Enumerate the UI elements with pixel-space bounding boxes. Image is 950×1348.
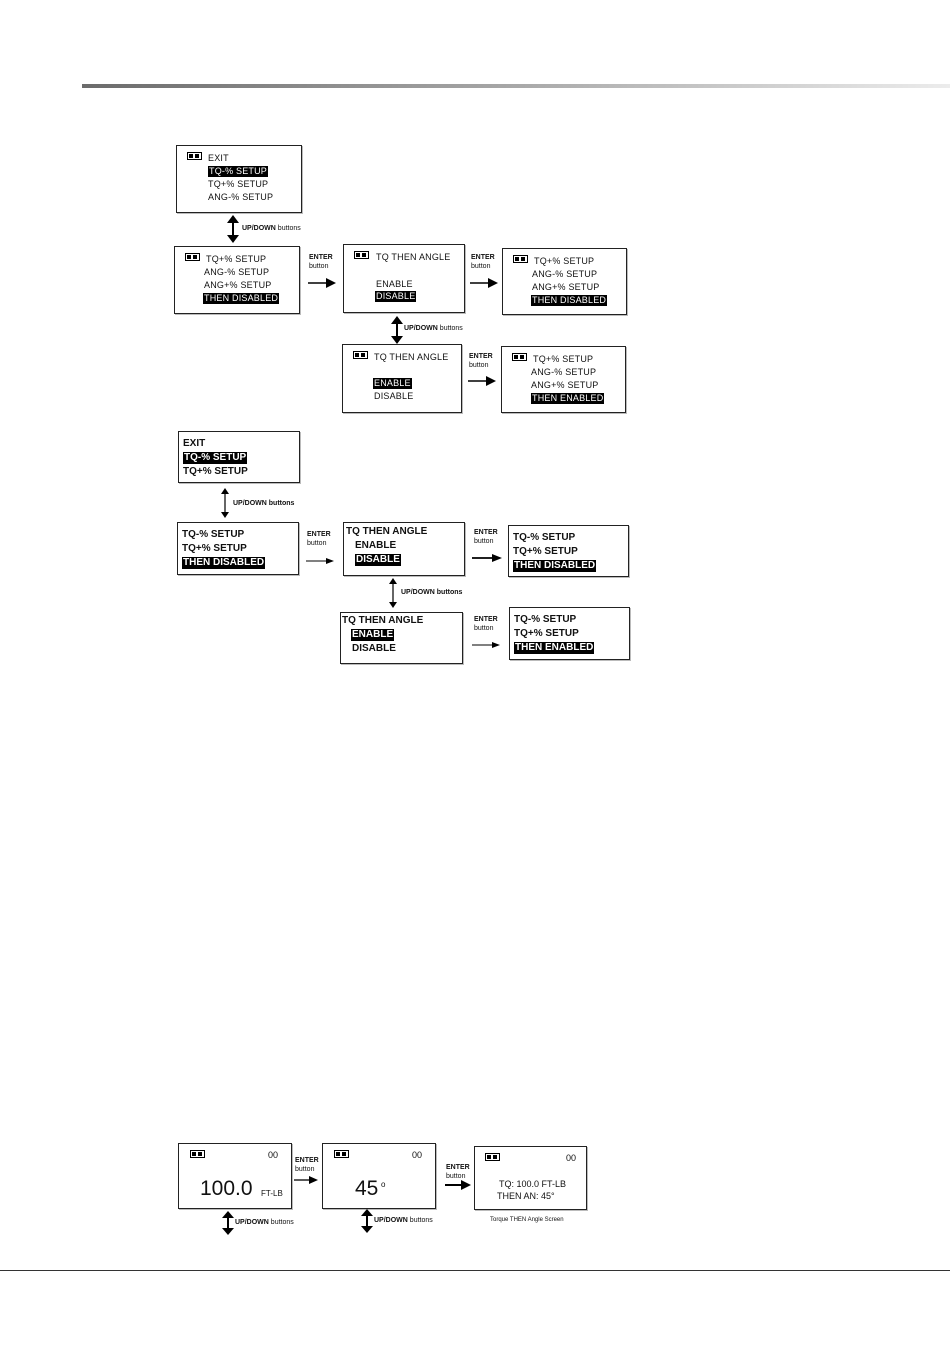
- s2-enter-label-3: ENTER button: [474, 616, 498, 632]
- menu-item-ang-plus: ANG+% SETUP: [532, 282, 600, 292]
- battery-icon: [334, 1150, 349, 1158]
- s2-right-arrow-icon-1: [306, 557, 334, 565]
- s3-enter-label-1: ENTER button: [295, 1157, 319, 1173]
- s3-torque-screen: [178, 1143, 292, 1209]
- s2-menu-result-then-disabled: [508, 525, 629, 577]
- option-enable: ENABLE: [355, 540, 397, 551]
- menu-item-tq-plus: TQ+% SETUP: [513, 546, 578, 557]
- s1-tq-then-angle-disable: [343, 244, 465, 313]
- menu-item-tq-minus: TQ-% SETUP: [182, 529, 245, 540]
- menu-item-ang-minus: ANG-% SETUP: [532, 269, 598, 279]
- battery-icon: [187, 152, 202, 160]
- menu-item-exit: EXIT: [208, 153, 229, 163]
- s1-menu-screen-then-disabled: [174, 246, 300, 314]
- menu-item-ang-minus: ANG-% SETUP: [204, 267, 270, 277]
- torque-value: 100.0: [200, 1177, 253, 1200]
- s1-right-arrow-icon-2: [470, 278, 498, 288]
- counter: 00: [268, 1150, 279, 1160]
- battery-icon: [190, 1150, 205, 1158]
- battery-icon: [513, 255, 528, 263]
- s1-right-arrow-icon-1: [308, 278, 336, 288]
- s3-updown-arrow-icon-2: [361, 1209, 373, 1233]
- menu-item-tq-plus: TQ+% SETUP: [533, 354, 594, 364]
- s2-menu-result-then-enabled: [509, 607, 630, 660]
- s1-enter-label-3: ENTER button: [469, 353, 493, 369]
- screen-title: TQ THEN ANGLE: [374, 352, 449, 362]
- battery-icon: [512, 353, 527, 361]
- s1-enter-label-2: ENTER button: [471, 254, 495, 270]
- angle-line: THEN AN: 45°: [497, 1191, 555, 1201]
- s1-menu-result-then-enabled: [501, 346, 626, 413]
- s1-updown-arrow-icon: [226, 215, 240, 243]
- option-enable-selected: ENABLE: [374, 378, 411, 388]
- s3-right-arrow-icon-1: [294, 1176, 318, 1184]
- header-gradient-rule: [82, 84, 950, 88]
- s3-updown-label-2: UP/DOWN buttons: [374, 1217, 433, 1224]
- s2-updown-arrow-icon: [220, 488, 230, 518]
- option-disable-selected: DISABLE: [356, 554, 400, 565]
- footer-rule: [0, 1270, 950, 1271]
- s2-updown-arrow-icon-2: [388, 578, 398, 608]
- menu-item-ang-minus: ANG-% SETUP: [531, 367, 597, 377]
- menu-item-then-disabled-selected: THEN DISABLED: [183, 557, 265, 568]
- s1-updown-arrow-icon-2: [390, 316, 404, 344]
- s2-updown-label: UP/DOWN buttons: [233, 500, 295, 507]
- menu-item-then-enabled-selected: THEN ENABLED: [532, 393, 604, 403]
- option-disable: DISABLE: [374, 391, 414, 401]
- s3-updown-arrow-icon-1: [222, 1211, 234, 1235]
- s1-tq-then-angle-enable: [342, 344, 462, 413]
- battery-icon: [185, 253, 200, 261]
- battery-icon: [485, 1153, 500, 1161]
- screen-title: TQ THEN ANGLE: [376, 252, 451, 262]
- option-disable: DISABLE: [352, 643, 396, 654]
- menu-item-tq-plus: TQ+% SETUP: [206, 254, 267, 264]
- menu-item-then-disabled-selected: THEN DISABLED: [532, 295, 607, 305]
- s2-tq-then-angle-enable: [340, 612, 463, 664]
- torque-unit: FT-LB: [261, 1189, 283, 1198]
- s1-updown-label: UP/DOWN buttons: [242, 225, 301, 232]
- menu-item-tq-minus-selected: TQ-% SETUP: [184, 452, 247, 463]
- s3-enter-label-2: ENTER button: [446, 1164, 470, 1180]
- s2-right-arrow-icon-3: [472, 641, 500, 649]
- s2-enter-label-2: ENTER button: [474, 529, 498, 545]
- screen-title: TQ THEN ANGLE: [342, 615, 424, 626]
- option-enable-selected: ENABLE: [352, 629, 394, 640]
- angle-value: 45: [355, 1177, 379, 1200]
- s3-angle-screen: [322, 1143, 436, 1209]
- menu-item-tq-plus: TQ+% SETUP: [183, 466, 248, 477]
- screen-title: TQ THEN ANGLE: [346, 526, 428, 537]
- menu-item-ang-plus: ANG+% SETUP: [531, 380, 599, 390]
- menu-item-ang-plus: ANG+% SETUP: [204, 280, 272, 290]
- s1-updown-label-2: UP/DOWN buttons: [404, 325, 463, 332]
- menu-item-then-disabled-selected: THEN DISABLED: [204, 293, 279, 303]
- s2-tq-then-angle-disable: [343, 522, 465, 576]
- s1-menu-screen-exit: [176, 145, 302, 213]
- s2-enter-label-1: ENTER button: [307, 531, 331, 547]
- option-enable: ENABLE: [376, 279, 413, 289]
- s1-enter-label-1: ENTER button: [309, 254, 333, 270]
- battery-icon: [353, 351, 368, 359]
- s3-torque-then-angle-screen: [474, 1146, 587, 1210]
- s3-updown-label-1: UP/DOWN buttons: [235, 1219, 294, 1226]
- menu-item-tq-plus: TQ+% SETUP: [514, 628, 579, 639]
- menu-item-then-enabled-selected: THEN ENABLED: [515, 642, 594, 653]
- menu-item-tq-minus-selected: TQ-% SETUP: [209, 166, 268, 176]
- counter: 00: [412, 1150, 423, 1160]
- s3-caption: Torque THEN Angle Screen: [490, 1217, 564, 1223]
- menu-item-tq-minus: TQ-% SETUP: [513, 532, 576, 543]
- s3-right-arrow-icon-2: [445, 1180, 471, 1190]
- counter: 00: [566, 1153, 577, 1163]
- s1-menu-result-then-disabled: [502, 248, 627, 315]
- menu-item-tq-minus: TQ-% SETUP: [514, 614, 577, 625]
- s1-right-arrow-icon-3: [468, 376, 496, 386]
- s2-menu-screen-then-disabled: [177, 522, 299, 575]
- menu-item-tq-plus: TQ+% SETUP: [534, 256, 595, 266]
- option-disable-selected: DISABLE: [376, 291, 416, 301]
- menu-item-exit: EXIT: [183, 438, 206, 449]
- torque-line: TQ: 100.0 FT-LB: [499, 1179, 567, 1189]
- menu-item-tq-plus: TQ+% SETUP: [182, 543, 247, 554]
- menu-item-tq-plus: TQ+% SETUP: [208, 179, 269, 189]
- menu-item-then-disabled-selected: THEN DISABLED: [514, 560, 596, 571]
- angle-unit: o: [381, 1180, 386, 1189]
- battery-icon: [354, 251, 369, 259]
- s2-menu-screen-exit: [178, 431, 300, 483]
- s2-updown-label-2: UP/DOWN buttons: [401, 589, 463, 596]
- s2-right-arrow-icon-2: [472, 554, 502, 562]
- menu-item-ang-minus: ANG-% SETUP: [208, 192, 274, 202]
